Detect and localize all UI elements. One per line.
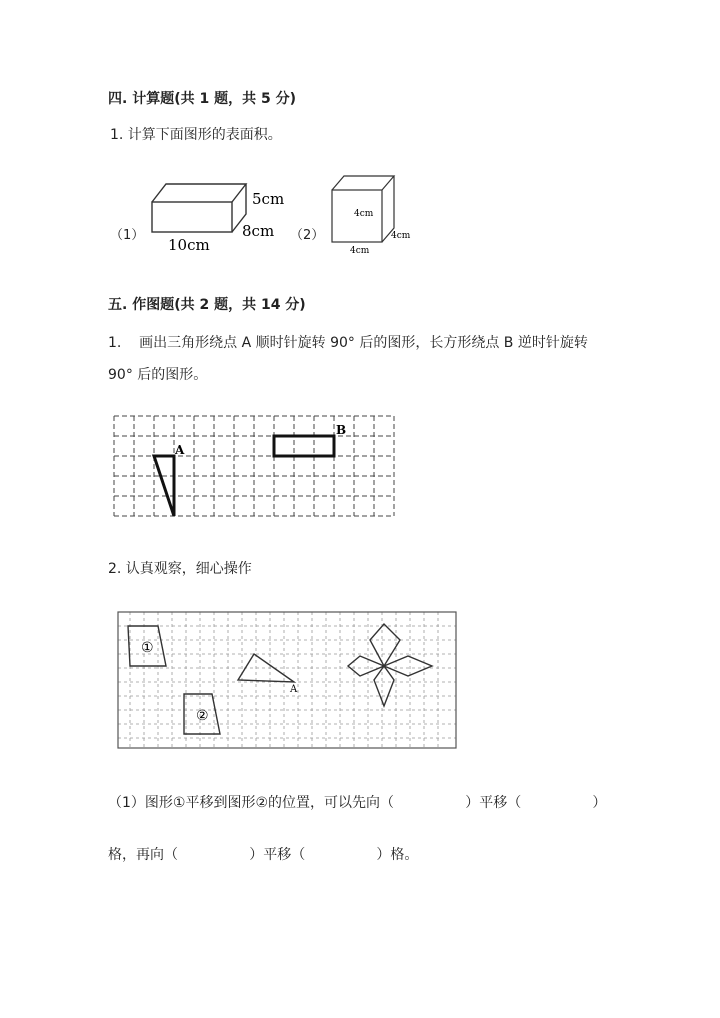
section-5-title: 五. 作图题(共 2 题，共 14 分) — [108, 297, 306, 313]
translation-grid — [114, 608, 460, 752]
cube-bottom-label: 4cm — [350, 246, 370, 256]
fill-in-line-2: 格，再向（ ）平移（ ）格。 — [108, 847, 419, 863]
rotation-grid — [108, 408, 408, 524]
shape-1-label: ① — [141, 640, 154, 656]
cube-side-label: 4cm — [391, 231, 411, 241]
translation-grid-lines — [118, 612, 456, 748]
section-4-title: 四. 计算题(共 1 题，共 5 分) — [108, 91, 296, 107]
translation-grid-border — [118, 612, 456, 748]
triangle-shape — [154, 456, 174, 516]
cube-front-label: 4cm — [354, 209, 374, 219]
point-b-label: B — [336, 423, 347, 437]
rectangle-shape — [274, 436, 334, 456]
question-5-1-line1: 1. 画出三角形绕点 A 顺时针旋转 90° 后的图形，长方形绕点 B 逆时针旋转 — [108, 335, 588, 351]
figure-2-label: （2） — [290, 228, 325, 243]
cube-figure — [326, 170, 416, 260]
flower-shape — [348, 624, 432, 706]
figure-1-label: （1） — [110, 228, 145, 243]
triangle-point-label: A — [290, 684, 298, 695]
cuboid-depth-label: 8cm — [242, 222, 275, 240]
shape-2-label: ② — [196, 708, 209, 724]
fill-in-line-1: （1）图形①平移到图形②的位置，可以先向（ ）平移（ ） — [108, 795, 607, 811]
cuboid-height-label: 5cm — [252, 190, 285, 208]
question-5-2: 2. 认真观察，细心操作 — [108, 561, 252, 577]
cuboid-length-label: 10cm — [168, 236, 210, 254]
cuboid-figure — [148, 178, 298, 258]
question-4-1: 1. 计算下面图形的表面积。 — [110, 127, 282, 143]
point-a-label: A — [175, 443, 185, 457]
question-5-1-line2: 90° 后的图形。 — [108, 367, 208, 383]
